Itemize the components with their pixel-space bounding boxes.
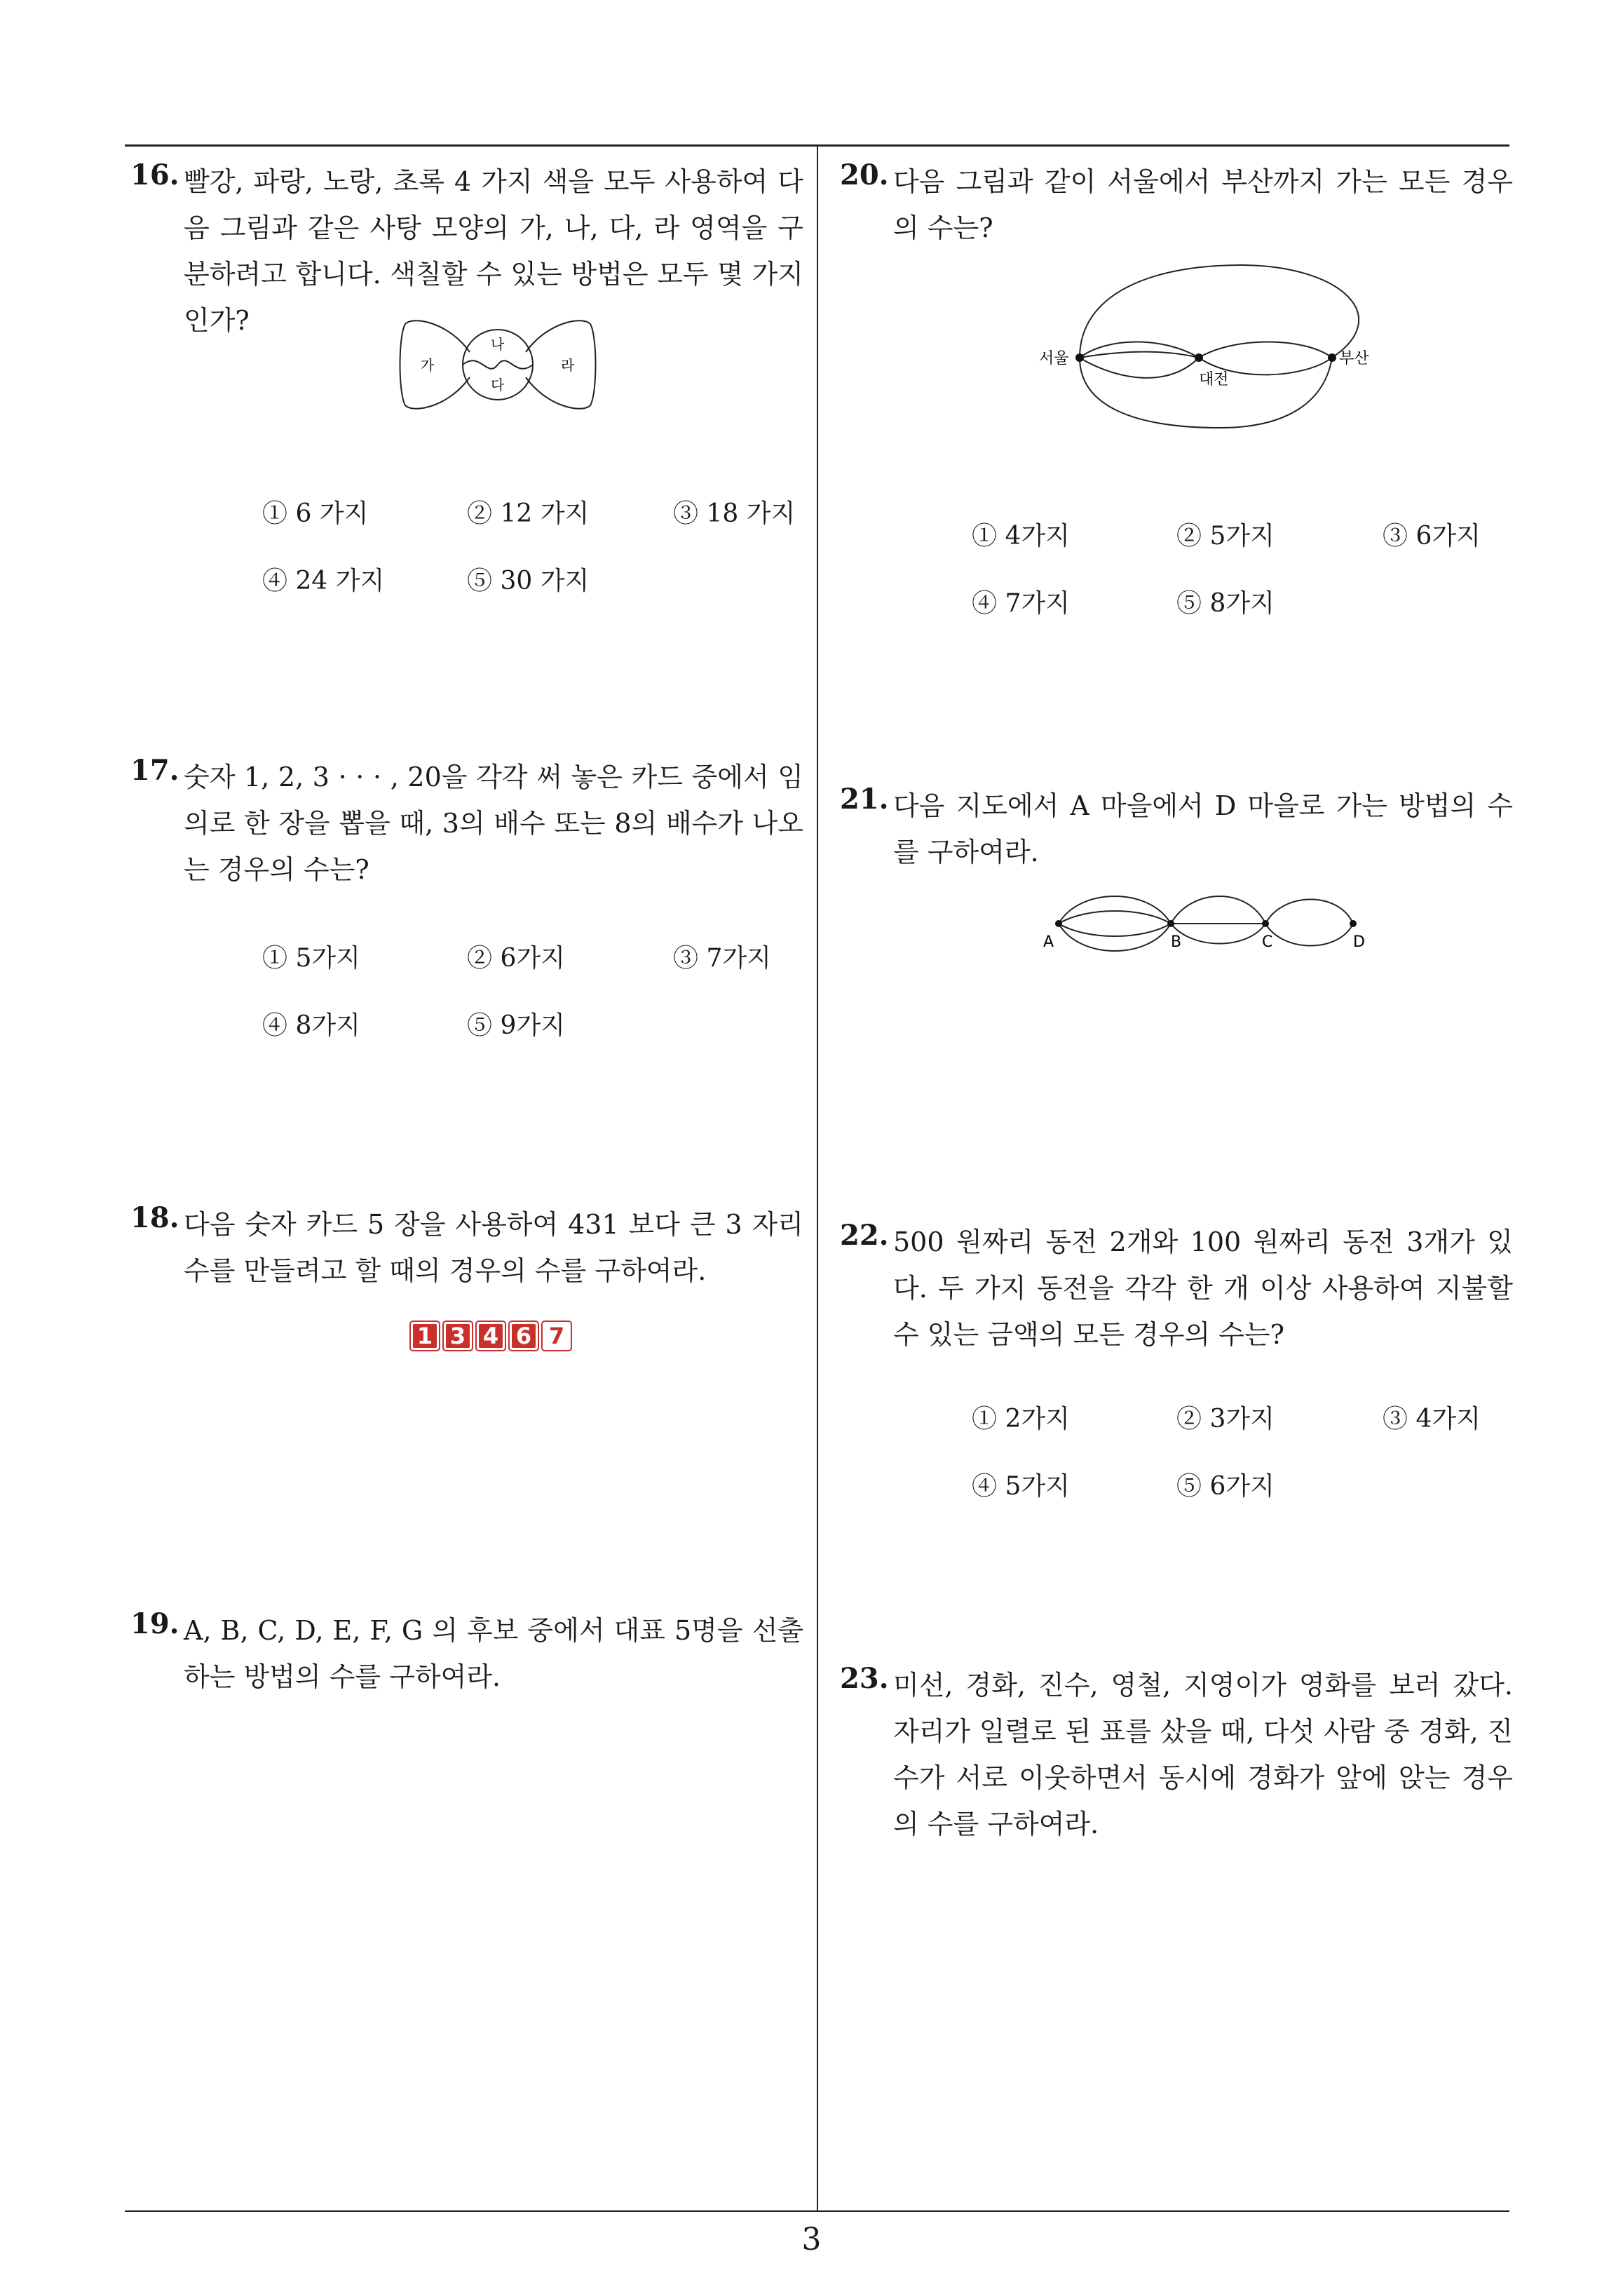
question-stem: 빨강, 파랑, 노랑, 초록 4 가지 색을 모두 사용하여 다음 그림과 같은 사탕 모양의 가, 나, 다, 라 영역을 구분하려고 합니다. 색칠할 수 있는 방법은 모두 몇 가지인가? [184, 166, 803, 336]
question-19 [130, 1607, 803, 1700]
question-23 [840, 1662, 1513, 1847]
choice-4[interactable]: ④ 5가지 [972, 1472, 1070, 1501]
choice-1[interactable]: ① 5가지 [262, 944, 360, 973]
question-20 [840, 158, 1513, 251]
choice-4[interactable]: ④ 8가지 [262, 1011, 360, 1040]
choice-2[interactable]: ② 5가지 [1176, 522, 1275, 551]
choice-2[interactable]: ② 6가지 [467, 944, 565, 973]
choice-3[interactable]: ③ 7가지 [673, 944, 771, 973]
road-ab-top [1059, 896, 1171, 924]
road-bc-top [1171, 896, 1265, 924]
choice-1[interactable]: ① 4가지 [972, 522, 1070, 551]
question-number: 19. [130, 1607, 179, 1640]
label-d: D [1353, 933, 1365, 951]
column-divider [817, 144, 818, 2210]
question-stem: 미선, 경화, 진수, 영철, 지영이가 영화를 보러 갔다. 자리가 일렬로 된 표를 샀을 때, 다섯 사람 중 경화, 진수가 서로 이웃하면서 동시에 경화가 앞에 앉는 경우의 수를 구하여라. [893, 1670, 1513, 1839]
label-ga: 가 [421, 357, 435, 374]
node-daejeon [1195, 353, 1203, 362]
candy-divider [463, 360, 533, 369]
village-map-figure [1031, 880, 1395, 971]
node-a [1055, 920, 1062, 927]
number-card: 6 [508, 1321, 539, 1351]
label-seoul: 서울 [1039, 350, 1069, 367]
label-daejeon: 대전 [1199, 371, 1229, 389]
question-22 [840, 1219, 1513, 1358]
label-a: A [1043, 933, 1054, 951]
label-na: 나 [491, 336, 505, 353]
road-cd-bottom [1265, 924, 1353, 946]
route-figure-seoul-busan [1024, 259, 1402, 442]
node-seoul [1075, 353, 1084, 362]
node-d [1350, 920, 1357, 927]
label-ra: 라 [561, 357, 575, 374]
candy-figure [393, 309, 603, 421]
number-cards [409, 1321, 572, 1351]
route-outer [1080, 265, 1359, 428]
candy-left-wrapper [400, 320, 470, 408]
question-number: 18. [130, 1201, 179, 1234]
road-ab-upper [1059, 911, 1171, 924]
label-da: 다 [491, 377, 505, 393]
route-daejeon-busan-1 [1199, 342, 1332, 358]
question-17 [130, 754, 803, 893]
route-seoul-daejeon-3 [1080, 352, 1199, 358]
question-stem: 다음 그림과 같이 서울에서 부산까지 가는 모든 경우의 수는? [893, 166, 1513, 243]
choice-3[interactable]: ③ 6가지 [1383, 522, 1481, 551]
choice-5[interactable]: ⑤ 30 가지 [467, 567, 590, 595]
question-21 [840, 783, 1513, 875]
question-18 [130, 1201, 803, 1294]
choice-3[interactable]: ③ 4가지 [1383, 1405, 1481, 1433]
question-number: 22. [840, 1219, 889, 1252]
question-stem: A, B, C, D, E, F, G 의 후보 중에서 대표 5명을 선출하는 방법의 수를 구하여라. [184, 1615, 803, 1692]
road-ab-lower [1059, 924, 1171, 936]
node-c [1262, 920, 1269, 927]
choice-4[interactable]: ④ 7가지 [972, 589, 1070, 618]
label-busan: 부산 [1339, 350, 1369, 367]
choice-1[interactable]: ① 2가지 [972, 1405, 1070, 1433]
choice-5[interactable]: ⑤ 6가지 [1176, 1472, 1275, 1501]
question-number: 23. [840, 1662, 889, 1695]
bottom-rule [125, 2210, 1509, 2212]
node-busan [1328, 353, 1336, 362]
choice-1[interactable]: ① 6 가지 [262, 499, 369, 528]
question-stem: 숫자 1, 2, 3 · · · , 20을 각각 써 놓은 카드 중에서 임의로 한 장을 뽑을 때, 3의 배수 또는 8의 배수가 나오는 경우의 수는? [184, 762, 803, 885]
choice-2[interactable]: ② 12 가지 [467, 499, 590, 528]
question-number: 20. [840, 158, 889, 191]
choice-5[interactable]: ⑤ 8가지 [1176, 589, 1275, 618]
question-stem: 다음 지도에서 A 마을에서 D 마을로 가는 방법의 수를 구하여라. [893, 790, 1513, 867]
question-number: 17. [130, 754, 179, 787]
road-ab-bottom [1059, 924, 1171, 951]
choice-3[interactable]: ③ 18 가지 [673, 499, 796, 528]
label-b: B [1171, 933, 1182, 951]
choice-2[interactable]: ② 3가지 [1176, 1405, 1275, 1433]
question-number: 21. [840, 783, 889, 816]
question-stem: 500 원짜리 동전 2개와 100 원짜리 동전 3개가 있다. 두 가지 동전을 각각 한 개 이상 사용하여 지불할 수 있는 금액의 모든 경우의 수는? [893, 1227, 1513, 1350]
number-card: 7 [541, 1321, 572, 1351]
number-card: 1 [409, 1321, 440, 1351]
choice-5[interactable]: ⑤ 9가지 [467, 1011, 565, 1040]
number-card: 4 [475, 1321, 506, 1351]
page-number: 3 [801, 2222, 822, 2257]
question-number: 16. [130, 158, 179, 191]
route-seoul-daejeon-2 [1080, 358, 1199, 378]
choice-4[interactable]: ④ 24 가지 [262, 567, 385, 595]
node-b [1167, 920, 1174, 927]
label-c: C [1262, 933, 1273, 951]
road-bc-bottom [1171, 924, 1265, 944]
number-card: 3 [442, 1321, 473, 1351]
question-stem: 다음 숫자 카드 5 장을 사용하여 431 보다 큰 3 자리 수를 만들려고 할 때의 경우의 수를 구하여라. [184, 1209, 803, 1286]
road-cd-top [1265, 900, 1353, 924]
